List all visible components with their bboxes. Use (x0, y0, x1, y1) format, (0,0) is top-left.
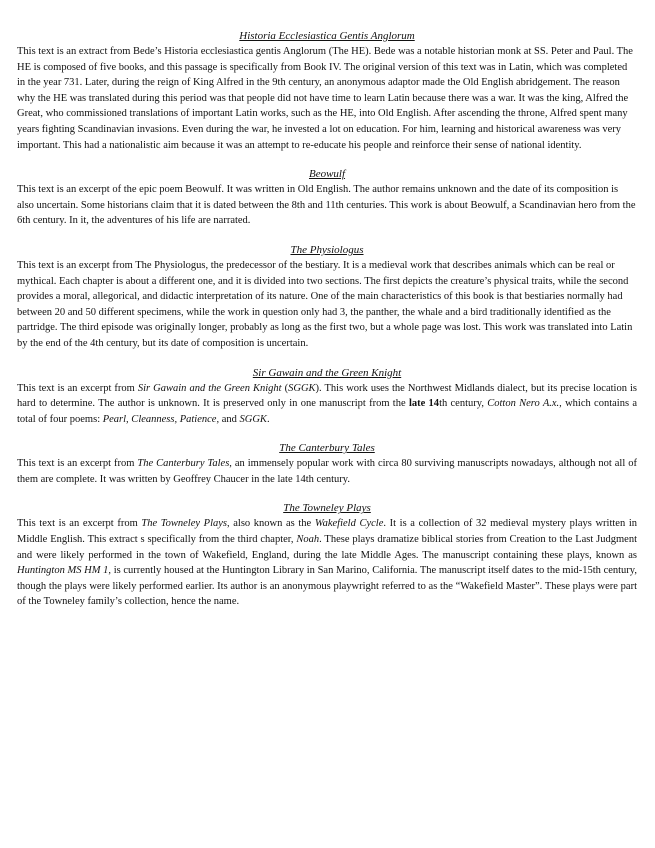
section-sir-gawain (17, 365, 637, 428)
body-text: This text is an excerpt from (17, 382, 138, 394)
section-towneley (17, 500, 637, 610)
section-body: This text is an extract from Bede’s Historia ecclesiastica gentis Anglorum (The HE). Bede was a notable historian monk at SS. Peter and Paul. The HE is composed of five books, and this passage is specifically from Book IV. The original version of this text was in Latin, which was completed in the year 731. Later, during the reign of King Alfred in the 9th century, an anonymous adaptor made the Old English abridgement. The reason why the HE was translated during this period was that people did not have time to learn Latin because there was a war. It was the king, Alfred the Great, who commissioned translations of important Latin works, such as the HE, into Old English. After ascending the throne, Alfred spent many years fighting Scandinavian invasions. Even during the war, he invested a lot on education. For him, learning and historical awareness was very important. This had a nationalistic aim because it was an attempt to re-educate his people and reinforce their sense of national identity. (17, 46, 633, 151)
section-title: The Towneley Plays (283, 502, 371, 515)
body-italic: Sir Gawain and the Green Knight (137, 382, 282, 394)
section-title: Historia Ecclesiastica Gentis Anglorum (239, 30, 415, 42)
body-bold: late 14 (408, 398, 440, 410)
body-italic: Huntington MS HM 1 (17, 565, 109, 577)
body-text: ( (281, 382, 289, 394)
body-text: ). This work uses the Northwest Midlands dialect, but its precise location is hard to determine. The author is unknown. It is preserved only in one manuscript from the (17, 382, 637, 410)
section-beowulf (17, 166, 637, 229)
body-text: . (266, 413, 270, 425)
document-page (17, 28, 637, 623)
body-italic: Wakefield Cycle (314, 518, 384, 530)
section-body: This text is an excerpt of the epic poem Beowulf. It was written in Old English. The author remains unknown and the date of its composition is also uncertain. Some historians claim that it is dated between the 8th and 11th centuries. This work is about Beowulf, a Scandinavian hero from the 6th century. In it, the adventures of his life are narrated. (17, 184, 636, 227)
section-body: This text is an excerpt from The Physiologus, the predecessor of the bestiary. It is a medieval work that describes animals which can be real or mythical. Each chapter is about a different one, and it is divided into two sections. The first depicts the creature’s physical traits, while the second provides a moral, allegorical, and didactic interpretation of its nature. One of the main characteristics of this book is that bestiaries normally had between 20 and 50 different specimens, while the work in question only had 3, the panther, the whale and a bird traditionally identified as the partridge. The third episode was originally longer, probably as long as the first two, but a whole page was lost. This work was translated into Latin by the end of the 4th century, but its date of composition is uncertain. (17, 259, 633, 349)
section-body (17, 456, 637, 487)
body-text: , an immensely popular work with circa 80 surviving manuscripts nowadays, although not all of them are complete. It was written by Geoffrey Chaucer in the late 14th century. (17, 458, 637, 485)
body-text: and (219, 413, 240, 425)
section-physiologus (17, 242, 637, 352)
body-text: , also known as the (227, 518, 315, 530)
body-italic: Pearl, Cleanness, Patience, (102, 413, 220, 425)
body-text: th century, (439, 398, 488, 410)
body-text: , is currently housed at the Huntington Library in San Marino, California. The manuscript itself dates to the mid-15th century, though the plays were likely performed earlier. Its author is an anonymous playwright referred to as the “Wakefield Master”. These plays were part of the Towneley family’s collection, hence the name. (17, 565, 637, 608)
body-text: This text is an excerpt from (17, 458, 138, 470)
body-italic: The Towneley Plays (141, 518, 227, 530)
section-canterbury (17, 440, 637, 487)
section-body (17, 516, 637, 610)
section-historia (17, 28, 637, 153)
body-italic: Cotton Nero A.x., (487, 398, 562, 410)
section-body (17, 381, 637, 428)
section-title: The Canterbury Tales (279, 442, 375, 455)
body-text: . These plays dramatize biblical stories from Creation to the Last Judgment and were likely performed in the town of Wakefield, England, during the late Middle Ages. The manuscript containing these plays, known as (17, 534, 638, 561)
body-italic: The Canterbury Tales (137, 458, 230, 470)
body-italic: SGGK (239, 413, 267, 425)
body-text: which contains a total of four poems: (17, 398, 637, 425)
body-italic: Noah (296, 534, 320, 546)
body-text: . It is a collection of 32 medieval mystery plays written in Middle English. This extract s specifically from the third chapter, (17, 518, 637, 546)
body-italic: SGGK (288, 382, 316, 394)
section-title: The Physiologus (290, 243, 364, 256)
section-title: Beowulf (308, 168, 346, 181)
section-title: Sir Gawain and the Green Knight (252, 366, 402, 379)
body-text: This text is an excerpt from (17, 518, 142, 530)
